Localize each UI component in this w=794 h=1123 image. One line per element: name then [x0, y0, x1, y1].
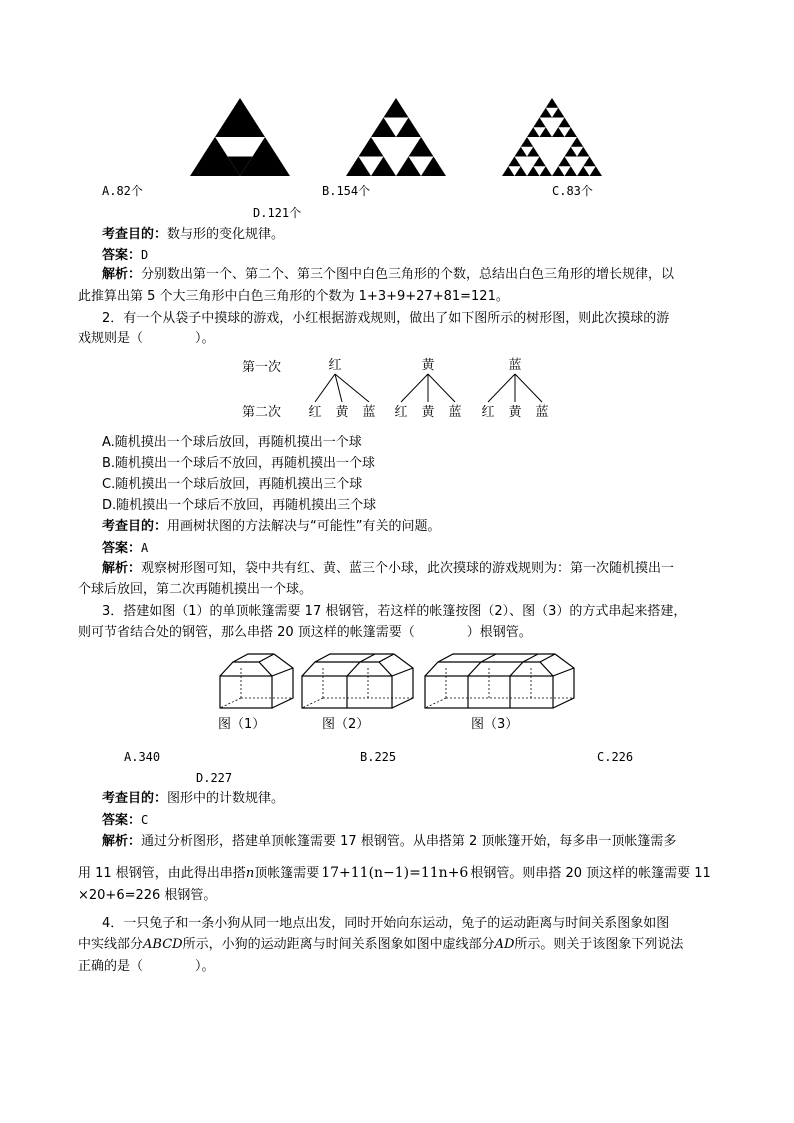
q3-option-b[interactable]: B.225 — [360, 750, 397, 764]
q1-option-c[interactable]: C.83个 — [552, 184, 593, 198]
q3-analysis-line3: ×20+6=226 根钢管。 — [78, 888, 217, 903]
fig-label-3: 图（3） — [471, 717, 519, 732]
q1-answer: 答案：D — [102, 248, 149, 263]
tent-figure-3 — [424, 650, 576, 710]
tree-first-red: 红 — [328, 358, 342, 373]
q1-analysis-line2: 此推算出第 5 个大三角形中白色三角形的个数为 1+3+9+27+81=121。 — [78, 289, 509, 304]
tree-row1-label: 第一次 — [242, 360, 282, 375]
tree-first-blue: 蓝 — [508, 358, 522, 373]
q3-analysis-line1: 解析：通过分析图形，搭建单顶帐篷需要 17 根钢管。从串搭第 2 顶帐篷开始，每多串一顶帐篷需多 — [102, 834, 677, 849]
tree-second-red: 红 — [394, 405, 408, 420]
q2-option-c[interactable]: C.随机摸出一个球后放回，再随机摸出三个球 — [102, 477, 363, 492]
tree-second-yellow: 黄 — [335, 405, 349, 420]
tree-first-yellow: 黄 — [421, 358, 435, 373]
fig-label-2: 图（2） — [322, 717, 370, 732]
q4-line3: 正确的是（ ）。 — [78, 959, 215, 974]
tree-second-yellow: 黄 — [421, 405, 435, 420]
q3-option-d[interactable]: D.227 — [196, 771, 233, 785]
q2-analysis-line2: 个球后放回，第二次再随机摸出一个球。 — [78, 582, 313, 597]
sierpinski-figure-1 — [190, 98, 290, 176]
tent-formula: 17+11(n−1)=11n+6 — [321, 865, 469, 881]
q2-option-b[interactable]: B.随机摸出一个球后不放回，再随机摸出一个球 — [102, 456, 376, 471]
tree-diagram — [238, 354, 558, 426]
tree-second-blue: 蓝 — [535, 405, 549, 420]
q2-answer: 答案：A — [102, 541, 149, 556]
q3-option-c[interactable]: C.226 — [597, 750, 634, 764]
q3-answer: 答案：C — [102, 813, 149, 828]
sierpinski-figure-3 — [502, 98, 602, 176]
q2-stem-line2: 戏规则是（ ）。 — [78, 331, 215, 346]
q3-stem-line1: 3．搭建如图（1）的单顶帐篷需要 17 根钢管，若这样的帐篷按图（2）、图（3）的方式串起来搭建， — [102, 604, 687, 619]
tree-second-red: 红 — [481, 405, 495, 420]
q2-option-a[interactable]: A.随机摸出一个球后放回，再随机摸出一个球 — [102, 435, 362, 450]
tree-second-yellow: 黄 — [508, 405, 522, 420]
q2-stem-line1: 2．有一个从袋子中摸球的游戏，小红根据游戏规则，做出了如下图所示的树形图，则此次摸球的游 — [102, 311, 670, 326]
q2-option-d[interactable]: D.随机摸出一个球后不放回，再随机摸出三个球 — [102, 498, 377, 513]
q1-option-a[interactable]: A.82个 — [102, 184, 143, 198]
q4-line2: 中实线部分ABCD所示，小狗的运动距离与时间关系图象如图中虚线部分AD所示。则关于该图象下列说法 — [78, 937, 684, 952]
tree-row2-label: 第二次 — [242, 405, 282, 420]
q1-option-b[interactable]: B.154个 — [322, 184, 371, 198]
q1-purpose: 考查目的：数与形的变化规律。 — [102, 227, 285, 242]
tree-second-blue: 蓝 — [362, 405, 376, 420]
q3-purpose: 考查目的：图形中的计数规律。 — [102, 791, 285, 806]
sierpinski-figure-2 — [346, 98, 446, 176]
fig-label-1: 图（1） — [218, 717, 266, 732]
q2-purpose: 考查目的：用画树状图的方法解决与“可能性”有关的问题。 — [102, 519, 441, 534]
q3-analysis-line2: 用 11 根钢管，由此得出串搭n顶帐篷需要 17+11(n−1)=11n+6 根钢管。则串搭 20 顶这样的帐篷需要 11 — [78, 865, 711, 881]
tree-second-blue: 蓝 — [448, 405, 462, 420]
tent-figure-1 — [219, 650, 295, 710]
q1-option-d[interactable]: D.121个 — [253, 206, 302, 220]
q1-analysis-line1: 解析：分别数出第一个、第二个、第三个图中白色三角形的个数，总结出白色三角形的增长规律，以 — [102, 267, 675, 282]
q4-line1: 4．一只兔子和一条小狗从同一地点出发，同时开始向东运动，兔子的运动距离与时间关系图象如图 — [102, 916, 670, 931]
tree-second-red: 红 — [308, 405, 322, 420]
q2-analysis-line1: 解析：观察树形图可知，袋中共有红、黄、蓝三个小球，此次摸球的游戏规则为：第一次随机摸出一 — [102, 561, 675, 576]
q3-option-a[interactable]: A.340 — [124, 750, 161, 764]
tent-figure-2 — [301, 650, 415, 710]
q3-stem-line2: 则可节省结合处的钢管，那么串搭 20 顶这样的帐篷需要（ ）根钢管。 — [78, 625, 532, 640]
